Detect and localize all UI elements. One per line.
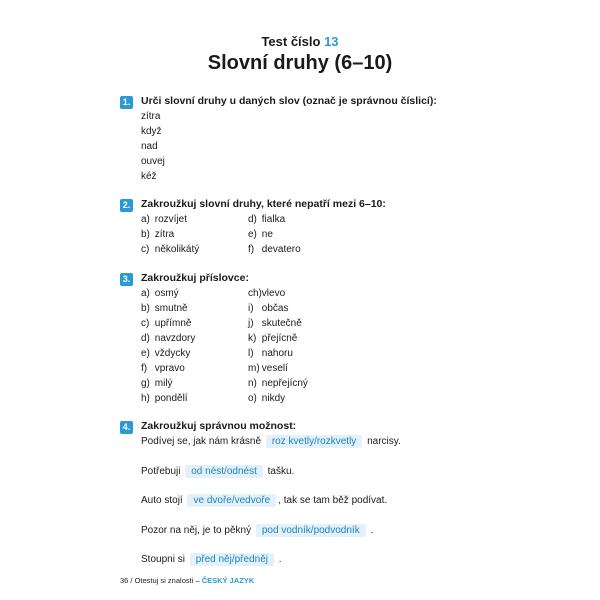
task-1-word: když xyxy=(141,126,162,137)
task-4-sentence: Potřebuji od nést/odnést tašku. xyxy=(141,466,295,477)
task-2-option[interactable]: c) několikátý xyxy=(141,244,200,255)
task-3-instruction: Zakroužkuj příslovce: xyxy=(141,272,249,284)
test-label-text: Test číslo xyxy=(261,34,321,49)
choice-option[interactable]: roz kvetly/rozkvetly xyxy=(266,435,362,448)
task-2-instruction: Zakroužkuj slovní druhy, které nepatří mezi 6–10: xyxy=(141,198,386,210)
task-3-option[interactable]: k) přejícně xyxy=(248,333,298,344)
task-3-option[interactable]: b) smutně xyxy=(141,303,188,314)
footer-subject: ČESKÝ JAZYK xyxy=(201,576,255,585)
task-3-option[interactable]: e) vždycky xyxy=(141,348,191,359)
task-3-option[interactable]: m) veselí xyxy=(248,363,288,374)
choice-option[interactable]: před něj/předněj xyxy=(190,553,274,566)
task-4-sentence: Pozor na něj, je to pěkný pod vodník/podvodník . xyxy=(141,525,374,536)
choice-option[interactable]: ve dvoře/vedvoře xyxy=(187,494,276,507)
task-3-option[interactable]: l) nahoru xyxy=(248,348,293,359)
page-title: Slovní druhy (6–10) xyxy=(207,52,393,74)
task-3-option[interactable]: o) nikdy xyxy=(248,393,286,404)
task-2-option[interactable]: f) devatero xyxy=(248,244,301,255)
task-3-option[interactable]: i) občas xyxy=(248,303,289,314)
task-2-badge: 2. xyxy=(120,199,133,212)
task-3-badge: 3. xyxy=(120,273,133,286)
task-4-sentence: Stoupni si před něj/předněj . xyxy=(141,554,282,565)
task-2-option[interactable]: d) fialka xyxy=(248,214,286,225)
task-3-option[interactable]: ch) vlevo xyxy=(248,288,286,299)
task-3-option[interactable]: h) pondělí xyxy=(141,393,188,404)
task-3-option[interactable]: n) nepřejícný xyxy=(248,378,308,389)
task-4-instruction: Zakroužkuj správnou možnost: xyxy=(141,420,297,432)
task-4-sentence: Auto stojí ve dvoře/vedvoře , tak se tam běž podívat. xyxy=(141,495,388,506)
task-2-option[interactable]: a) rozvíjet xyxy=(141,214,188,225)
task-4-badge: 4. xyxy=(120,421,133,434)
task-3-option[interactable]: c) upřímně xyxy=(141,318,192,329)
task-3-option[interactable]: j) skutečně xyxy=(248,318,302,329)
page-footer xyxy=(120,576,254,585)
task-1-word: kéž xyxy=(141,171,157,182)
task-4-sentence: Podívej se, jak nám krásně roz kvetly/rozkvetly narcisy. xyxy=(141,436,401,447)
task-1-word: ouvej xyxy=(141,156,165,167)
task-2-option[interactable]: e) ne xyxy=(248,229,273,240)
task-1-badge: 1. xyxy=(120,96,133,109)
task-2-option[interactable]: b) zítra xyxy=(141,229,175,240)
task-3-option[interactable]: f) vpravo xyxy=(141,363,185,374)
task-1-instruction: Urči slovní druhy u daných slov (označ je správnou číslicí): xyxy=(141,95,437,107)
task-1-word: zítra xyxy=(141,111,161,122)
test-number: 13 xyxy=(324,34,339,49)
task-3-option[interactable]: g) milý xyxy=(141,378,173,389)
task-1-word: nad xyxy=(141,141,158,152)
choice-option[interactable]: pod vodník/podvodník xyxy=(256,524,366,537)
task-3-option[interactable]: a) osmý xyxy=(141,288,179,299)
footer-page: 36 / Otestuj si znalosti – xyxy=(120,576,200,585)
test-label xyxy=(0,34,600,49)
choice-option[interactable]: od nést/odnést xyxy=(185,465,263,478)
task-3-option[interactable]: d) navzdory xyxy=(141,333,196,344)
